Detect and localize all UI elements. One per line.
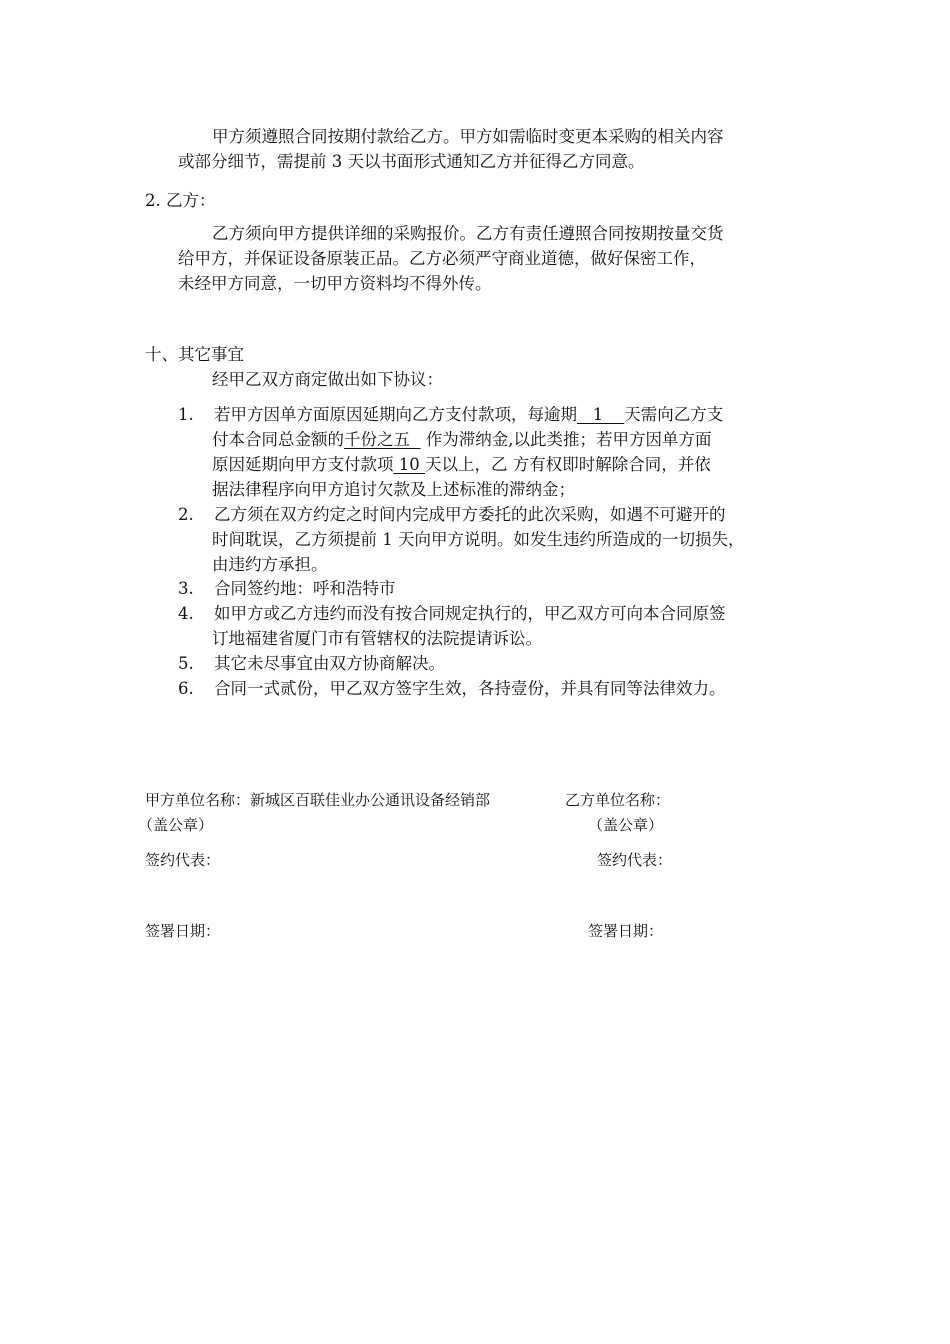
party-b-line-1: 乙方须向甲方提供详细的采购报价。乙方有责任遵照合同按期按量交货 [212, 224, 724, 243]
party-a-name: 甲方单位名称：新城区百联佳业办公通讯设备经销部 [145, 791, 491, 809]
clause-number: 6. [178, 679, 194, 698]
clause-number: 1. [178, 405, 194, 424]
clause-1-line-1: 1. 若甲方因单方面原因延期向乙方支付款项，每逾期 1 天需向乙方支 [178, 403, 723, 427]
clause-number: 3. [178, 579, 194, 598]
clause-number: 2. [178, 505, 194, 524]
clause-2-line-1: 2. 乙方须在双方约定之时间内完成甲方委托的此次采购，如遇不可避开的 [178, 503, 726, 527]
section-10-intro: 经甲乙双方商定做出如下协议： [212, 370, 443, 389]
party-a-seal: （盖公章） [138, 816, 214, 834]
party-b-heading: 2. 乙方： [145, 191, 216, 210]
party-b-seal: （盖公章） [588, 816, 664, 834]
party-b-line-2: 给甲方，并保证设备原装正品。乙方必须严守商业道德，做好保密工作， [178, 249, 706, 268]
section-10-heading: 十、其它事宜 [145, 345, 244, 364]
overdue-days-blank: 1 [577, 405, 625, 424]
party-a-duty-line-1: 甲方须遵照合同按期付款给乙方。甲方如需临时变更本采购的相关内容 [212, 127, 724, 146]
clause-2-line-3: 由违约方承担。 [212, 555, 328, 574]
clause-4-line-1: 4. 如甲方或乙方违约而没有按合同规定执行的，甲乙双方可向本合同原签 [178, 602, 726, 626]
party-a-duty-line-2: 或部分细节，需提前 3 天以书面形式通知乙方并征得乙方同意。 [178, 152, 645, 171]
party-b-sign-date: 签署日期： [588, 922, 664, 940]
clause-number: 4. [178, 604, 194, 623]
party-b-line-3: 未经甲方同意，一切甲方资料均不得外传。 [178, 274, 492, 293]
clause-4-line-2: 订地福建省厦门市有管辖权的法院提请诉讼。 [212, 629, 542, 648]
clause-2-line-2: 时间耽误，乙方须提前 1 天向甲方说明。如发生违约所造成的一切损失， [212, 530, 745, 549]
clause-3: 3. 合同签约地：呼和浩特市 [178, 577, 396, 601]
clause-number: 5. [178, 654, 194, 673]
clause-1-line-4: 据法律程序向甲方追讨欠款及上述标准的滞纳金； [212, 480, 575, 499]
party-a-representative: 签约代表： [145, 851, 221, 869]
termination-days-blank: 10 [393, 455, 425, 474]
party-a-sign-date: 签署日期： [145, 922, 221, 940]
clause-1-line-2: 付本合同总金额的千份之五 作为滞纳金,以此类推；若甲方因单方面 [212, 430, 712, 449]
party-b-representative: 签约代表： [597, 851, 673, 869]
clause-5: 5. 其它未尽事宜由双方协商解决。 [178, 652, 445, 676]
party-b-name: 乙方单位名称： [565, 791, 671, 809]
clause-1-line-3: 原因延期向甲方支付款项 10 天以上，乙 方有权即时解除合同，并依 [212, 455, 711, 474]
penalty-rate-blank: 千份之五 [344, 430, 421, 449]
clause-6: 6. 合同一式贰份，甲乙双方签字生效，各持壹份，并具有同等法律效力。 [178, 677, 726, 701]
